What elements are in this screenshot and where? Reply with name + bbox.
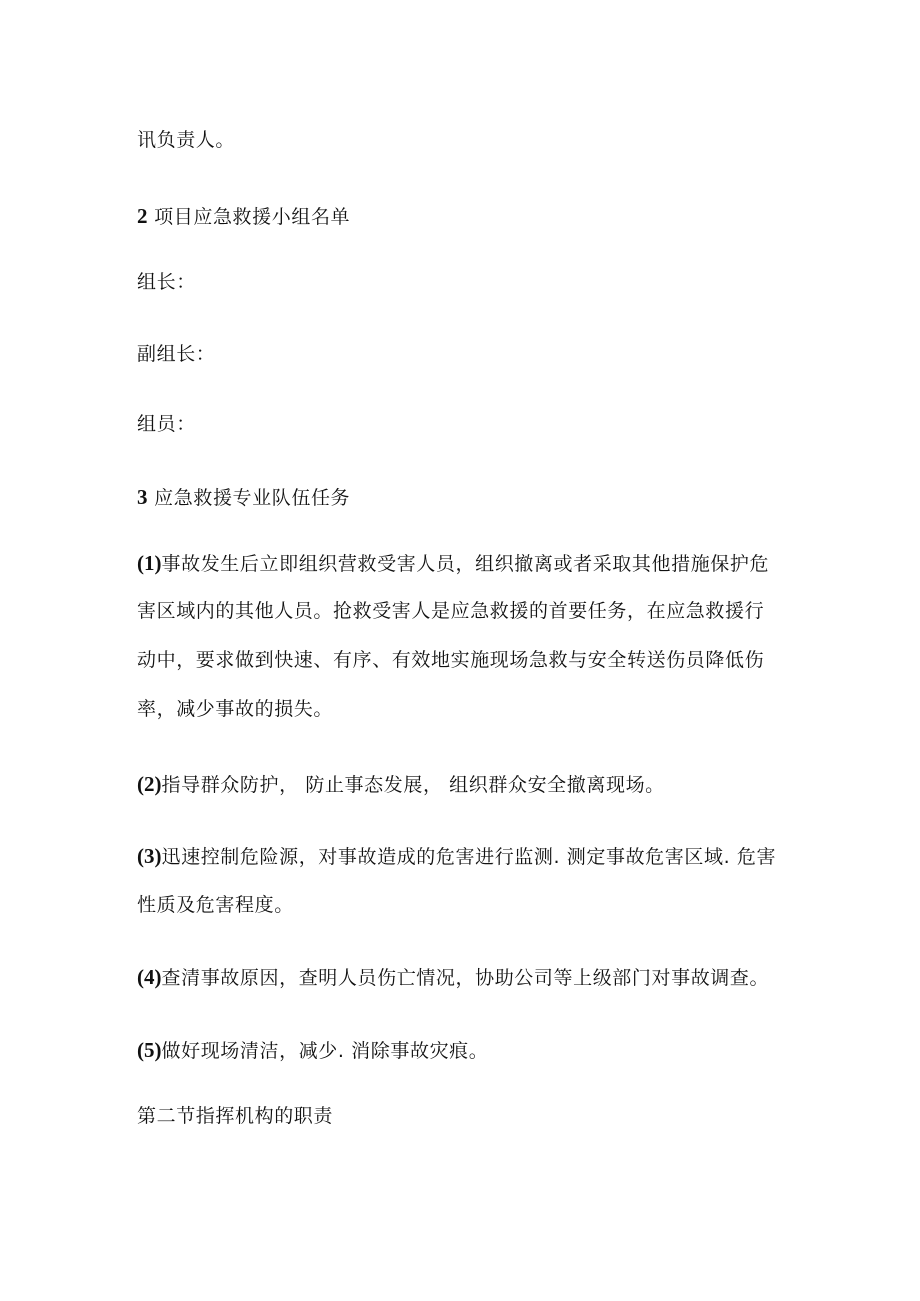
section-number: 3 xyxy=(137,485,148,509)
line-text: 组员： xyxy=(137,413,196,435)
line-text: 第二节指挥机构的职责 xyxy=(137,1105,334,1127)
line-text: 迅速控制危险源，对事故造成的危害进行监测. 测定事故危害区域. 危害 xyxy=(161,846,777,868)
line-text: 副组长： xyxy=(137,343,216,365)
line-text: 事故发生后立即组织营救受害人员，组织撤离或者采取其他措施保护危 xyxy=(161,553,770,575)
item-number: (2) xyxy=(137,772,162,796)
list-item-line xyxy=(137,965,769,990)
section-heading xyxy=(137,204,350,229)
list-item-line xyxy=(137,551,769,576)
item-number: (3) xyxy=(137,844,162,868)
chapter-heading xyxy=(137,1104,333,1128)
section-number: 2 xyxy=(137,204,148,228)
line-text: 组长： xyxy=(137,271,196,293)
text-line xyxy=(137,412,196,436)
line-text: 查清事故原因，查明人员伤亡情况，协助公司等上级部门对事故调查。 xyxy=(161,967,770,989)
section-title: 项目应急救援小组名单 xyxy=(147,206,351,228)
line-text: 害区域内的其他人员。抢救受害人是应急救援的首要任务，在应急救援行 xyxy=(137,600,765,622)
section-heading xyxy=(137,485,350,510)
list-item-line xyxy=(137,772,665,797)
text-line xyxy=(137,270,196,294)
line-text: 讯负责人。 xyxy=(137,129,236,151)
text-line xyxy=(137,599,764,623)
text-line xyxy=(137,648,764,672)
text-line xyxy=(137,697,333,721)
item-number: (5) xyxy=(137,1038,162,1062)
item-number: (1) xyxy=(137,551,162,575)
section-title: 应急救援专业队伍任务 xyxy=(147,487,351,509)
line-text: 指导群众防护， 防止事态发展， 组织群众安全撤离现场。 xyxy=(161,774,665,796)
line-text: 性质及危害程度。 xyxy=(137,894,294,916)
line-text: 率，减少事故的损失。 xyxy=(137,698,334,720)
list-item-line xyxy=(137,1038,488,1063)
line-text: 动中，要求做到快速、有序、有效地实施现场急救与安全转送伤员降低伤 xyxy=(137,649,765,671)
item-number: (4) xyxy=(137,965,162,989)
text-line xyxy=(137,342,215,366)
list-item-line xyxy=(137,844,776,869)
line-text: 做好现场清洁，减少. 消除事故灾痕。 xyxy=(161,1040,489,1062)
text-line xyxy=(137,128,235,152)
text-line xyxy=(137,893,294,917)
